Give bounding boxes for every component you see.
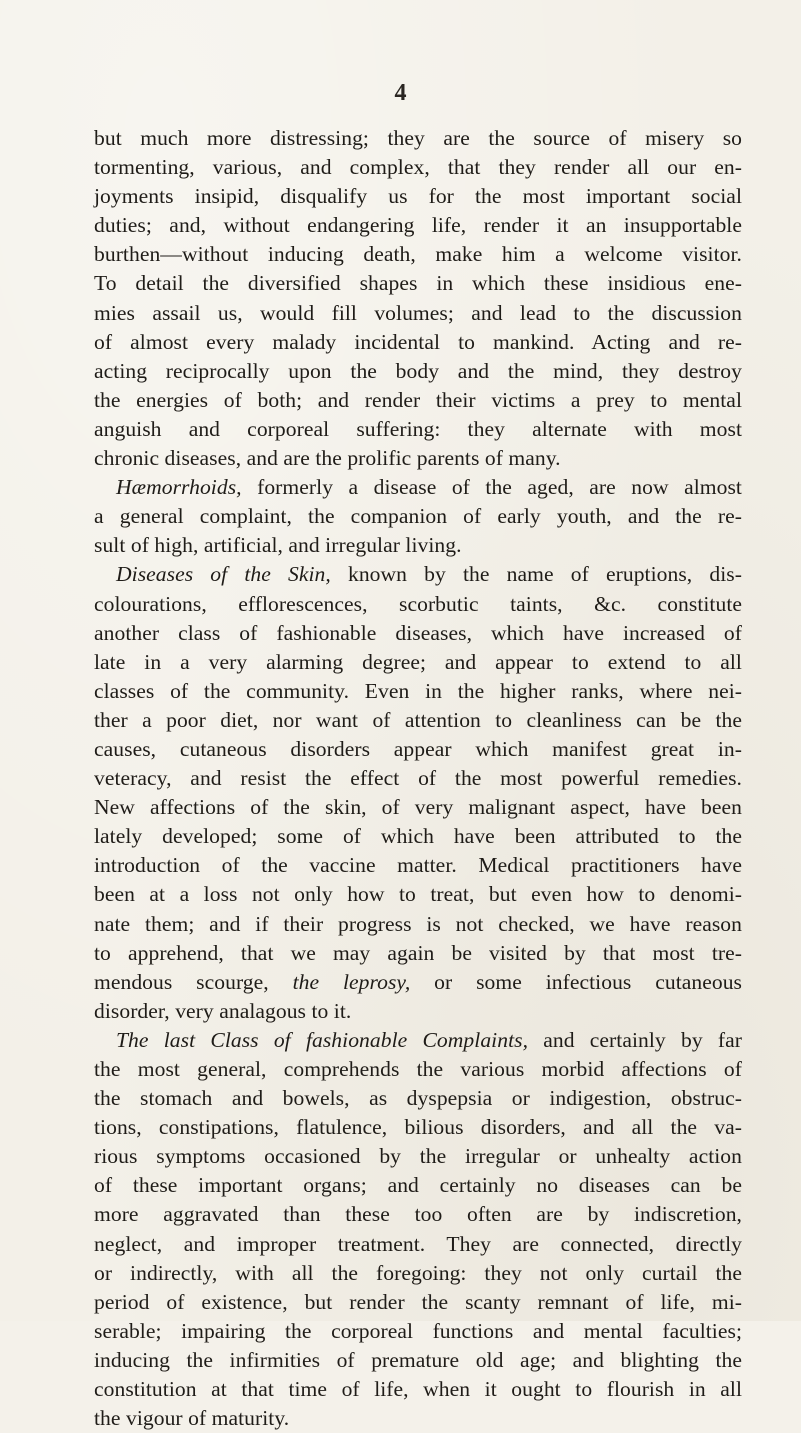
text-line xyxy=(94,1200,742,1229)
text-line xyxy=(94,939,742,968)
line-text: ther a poor diet, nor want of attention to cleanliness can be the xyxy=(94,707,742,732)
line-text: the stomach and bowels, as dyspepsia or indigestion, obstruc- xyxy=(94,1086,742,1111)
line-text: acting reciprocally upon the body and the mind, they destroy xyxy=(94,358,742,383)
line-text: formerly a disease of the aged, are now almost xyxy=(241,475,742,500)
line-text: of these important organs; and certainly no diseases can be xyxy=(94,1173,742,1198)
line-text: New affections of the skin, of very malignant aspect, have been xyxy=(94,795,742,820)
line-text: lately developed; some of which have been attributed to the xyxy=(94,824,742,849)
text-line xyxy=(94,415,742,444)
line-text: to apprehend, that we may again be visited by that most tre- xyxy=(94,940,742,965)
text-line xyxy=(94,182,742,211)
line-text: classes of the community. Even in the higher ranks, where nei- xyxy=(94,678,742,703)
line-text: serable; impairing the corporeal functions and mental faculties; xyxy=(94,1318,742,1343)
text-line xyxy=(94,531,742,560)
line-text: joyments insipid, disqualify us for the most important social xyxy=(94,184,742,209)
line-text: mendous scourge, xyxy=(94,969,293,994)
line-text: veteracy, and resist the effect of the most powerful remedies. xyxy=(94,766,742,791)
text-line xyxy=(94,299,742,328)
line-text: the most general, comprehends the various morbid affections of xyxy=(94,1057,742,1081)
text-line xyxy=(94,1375,742,1404)
text-line xyxy=(94,822,742,851)
line-text: anguish and corporeal suffering: they alternate with most xyxy=(94,416,742,441)
text-line xyxy=(94,124,742,153)
text-line xyxy=(94,648,742,677)
text-line xyxy=(94,590,742,619)
line-text: sult of high, artificial, and irregular living. xyxy=(94,533,462,558)
line-text: rious symptoms occasioned by the irregular or unhealty action xyxy=(94,1144,742,1169)
text-line xyxy=(94,1084,742,1113)
line-text: tormenting, various, and complex, that they render all our en- xyxy=(94,155,742,180)
line-text: chronic diseases, and are the prolific parents of many. xyxy=(94,446,561,471)
text-line xyxy=(94,1259,742,1288)
text-line xyxy=(94,1026,742,1055)
line-text: been at a loss not only how to treat, but even how to denomi- xyxy=(94,882,742,907)
text-line xyxy=(94,211,742,240)
line-text: period of existence, but render the scanty remnant of life, mi- xyxy=(94,1289,742,1314)
line-text: of almost every malady incidental to mankind. Acting and re- xyxy=(94,329,742,354)
line-text: late in a very alarming degree; and appear to extend to all xyxy=(94,649,742,674)
text-line xyxy=(94,1055,742,1084)
text-line xyxy=(94,1346,742,1375)
text-line xyxy=(94,1113,742,1142)
text-line xyxy=(94,793,742,822)
line-text: colourations, efflorescences, scorbutic taints, &c. constitute xyxy=(94,591,742,616)
text-line xyxy=(94,968,742,997)
line-text: mies assail us, would fill volumes; and lead to the discussion xyxy=(94,300,742,325)
italic-heading: Diseases of the Skin, xyxy=(116,562,331,587)
text-line xyxy=(94,153,742,182)
text-line xyxy=(94,706,742,735)
line-text: tions, constipations, flatulence, bilious disorders, and all the va- xyxy=(94,1115,742,1140)
line-text: disorder, very analagous to it. xyxy=(94,998,352,1023)
text-line xyxy=(94,473,742,502)
line-text: or some infectious cutaneous xyxy=(410,969,743,994)
text-line xyxy=(94,328,742,357)
italic-heading: The last Class of fashionable Complaints, xyxy=(116,1027,529,1052)
line-text: introduction of the vaccine matter. Medical practitioners have xyxy=(94,853,742,878)
text-line xyxy=(94,444,742,473)
text-line xyxy=(94,502,742,531)
line-text: nate them; and if their progress is not checked, we have reason xyxy=(94,911,742,936)
text-line xyxy=(94,735,742,764)
text-line xyxy=(94,1404,742,1433)
line-text: and certainly by far xyxy=(528,1027,742,1052)
text-line xyxy=(94,1171,742,1200)
text-line xyxy=(94,1142,742,1171)
text-line xyxy=(94,764,742,793)
text-line xyxy=(94,1230,742,1259)
text-line xyxy=(94,386,742,415)
line-text: or indirectly, with all the foregoing: they not only curtail the xyxy=(94,1260,742,1285)
line-text: burthen—without inducing death, make him a welcome visitor. xyxy=(94,242,742,267)
text-line xyxy=(94,357,742,386)
text-line xyxy=(94,240,742,269)
line-text: inducing the infirmities of premature old age; and blighting the xyxy=(94,1347,742,1372)
text-line xyxy=(94,269,742,298)
line-text: a general complaint, the companion of early youth, and the re- xyxy=(94,504,742,529)
line-text: neglect, and improper treatment. They are connected, directly xyxy=(94,1231,742,1256)
italic-term: the leprosy, xyxy=(292,969,411,994)
line-text: more aggravated than these too often are by indiscretion, xyxy=(94,1202,742,1227)
italic-heading: Hæmorrhoids, xyxy=(116,475,242,500)
text-line xyxy=(94,619,742,648)
text-line xyxy=(94,851,742,880)
body-text xyxy=(94,124,742,1433)
page-number: 4 xyxy=(394,80,407,106)
text-line xyxy=(94,880,742,909)
line-text: constitution at that time of life, when it ought to flourish in all xyxy=(94,1377,742,1402)
line-text: another class of fashionable diseases, which have increased of xyxy=(94,620,742,645)
line-text: but much more distressing; they are the source of misery so xyxy=(94,126,742,150)
text-line xyxy=(94,910,742,939)
line-text: the vigour of maturity. xyxy=(94,1406,290,1431)
line-text: known by the name of eruptions, dis- xyxy=(330,562,742,587)
line-text: duties; and, without endangering life, render it an insupportable xyxy=(94,213,742,238)
line-text: the energies of both; and render their victims a prey to mental xyxy=(94,387,742,412)
text-line xyxy=(94,677,742,706)
text-line xyxy=(94,1288,742,1317)
text-line xyxy=(94,1317,742,1346)
line-text: To detail the diversified shapes in which these insidious ene- xyxy=(94,271,742,296)
text-line xyxy=(94,997,742,1026)
text-line xyxy=(94,560,742,589)
line-text: causes, cutaneous disorders appear which manifest great in- xyxy=(94,736,742,761)
